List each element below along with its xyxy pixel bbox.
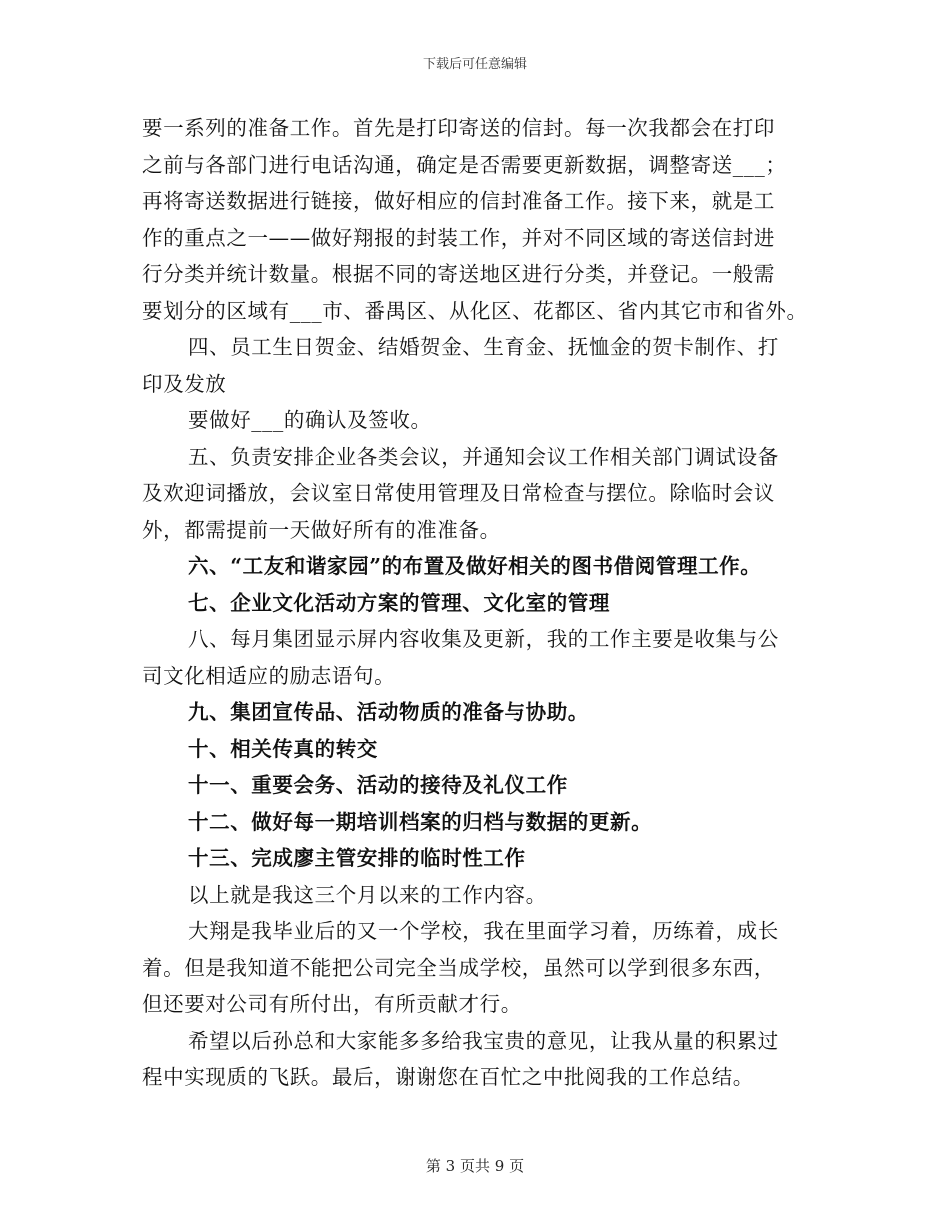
text-line: 十二、做好每一期培训档案的归档与数据的更新。 [188, 809, 653, 834]
text-line: 要做好___的确认及签收。 [188, 408, 432, 432]
text-line: 五、负责安排企业各类会议，并通知会议工作相关部门调试设备 [188, 444, 779, 469]
text-line: 七、企业文化活动方案的管理、文化室的管理 [188, 590, 610, 615]
text-line: 着。但是我知道不能把公司完全当成学校，虽然可以学到很多东西， [142, 955, 775, 980]
text-line: 程中实现质的飞跃。最后，谢谢您在百忙之中批阅我的工作总结。 [142, 1065, 754, 1089]
text-line: 但还要对公司有所付出，有所贡献才行。 [142, 992, 522, 1016]
text-line: 及欢迎词播放，会议室日常使用管理及日常检查与摆位。除临时会议 [142, 481, 775, 505]
text-line: 要划分的区域有___市、番禺区、从化区、花都区、省内其它市和省外。 [142, 298, 808, 323]
text-line: 行分类并统计数量。根据不同的寄送地区进行分类，并登记。一般需 [142, 262, 775, 286]
text-line: 希望以后孙总和大家能多多给我宝贵的意见，让我从量的积累过 [188, 1028, 779, 1053]
text-line: 十三、完成廖主管安排的临时性工作 [188, 846, 526, 870]
text-line: 十一、重要会务、活动的接待及礼仪工作 [188, 773, 568, 797]
text-line: 大翔是我毕业后的又一个学校，我在里面学习着，历练着，成长 [188, 919, 779, 943]
page-header: 下载后可任意编辑 [422, 57, 527, 72]
text-line: 要一系列的准备工作。首先是打印寄送的信封。每一次我都会在打印 [142, 116, 775, 140]
text-line: 十、相关传真的转交 [188, 736, 378, 761]
text-line: 印及发放 [142, 371, 227, 396]
text-line: 之前与各部门进行电话沟通，确定是否需要更新数据，调整寄送___； [142, 152, 787, 177]
text-line: 以上就是我这三个月以来的工作内容。 [188, 882, 547, 907]
text-line: 四、员工生日贺金、结婚贺金、生育金、抚恤金的贺卡制作、打 [188, 335, 779, 359]
text-line: 再将寄送数据进行链接，做好相应的信封准备工作。接下来，就是工 [142, 189, 775, 213]
text-line: 九、集团宣传品、活动物质的准备与协助。 [188, 700, 589, 724]
text-line: 八、每月集团显示屏内容收集及更新，我的工作主要是收集与公 [188, 627, 779, 651]
text-line: 司文化相适应的励志语句。 [142, 663, 396, 688]
text-line: 作的重点之一——做好翔报的封装工作，并对不同区域的寄送信封进 [142, 225, 775, 250]
text-line: 外，都需提前一天做好所有的准准备。 [142, 517, 501, 542]
text-line: 六、“工友和谐家园”的布置及做好相关的图书借阅管理工作。 [188, 554, 762, 578]
page-footer: 第 3 页共 9 页 [425, 1157, 525, 1175]
document-body [142, 110, 822, 1096]
